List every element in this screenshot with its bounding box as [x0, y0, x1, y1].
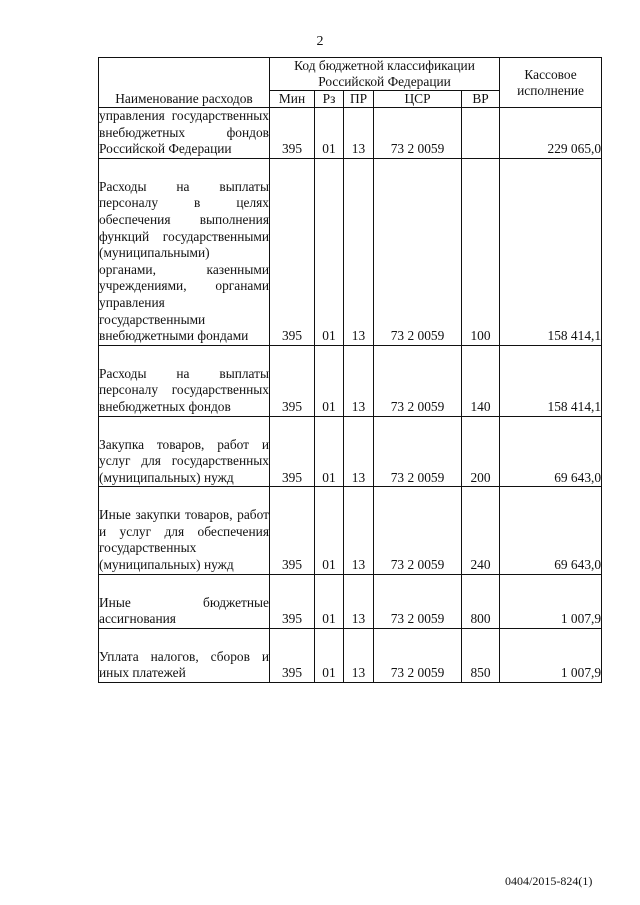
row-min: 395	[270, 416, 315, 487]
header-vr: ВР	[462, 91, 500, 108]
row-min: 395	[270, 628, 315, 682]
table-row	[99, 158, 602, 345]
row-name: Закупка товаров, работ и услуг для государственных (муниципальных) нужд	[99, 416, 270, 487]
row-vr: 800	[462, 574, 500, 628]
row-amount: 1 007,9	[500, 628, 602, 682]
row-name: Расходы на выплаты персоналу государственных внебюджетных фондов	[99, 345, 270, 416]
table-row	[99, 574, 602, 628]
row-csr: 73 2 0059	[374, 108, 462, 159]
row-vr: 200	[462, 416, 500, 487]
header-rz: Рз	[315, 91, 344, 108]
budget-table	[98, 57, 602, 683]
row-name: Расходы на выплаты персоналу в целях обеспечения выполнения функций государственными (муниципальными) органами, казенными учреждениями, органами управления государственными внебюджетными фондами	[99, 158, 270, 345]
row-pr: 13	[344, 108, 374, 159]
row-vr: 100	[462, 158, 500, 345]
header-min: Мин	[270, 91, 315, 108]
row-pr: 13	[344, 158, 374, 345]
row-rz: 01	[315, 628, 344, 682]
row-csr: 73 2 0059	[374, 487, 462, 574]
row-pr: 13	[344, 345, 374, 416]
row-pr: 13	[344, 487, 374, 574]
row-min: 395	[270, 158, 315, 345]
row-name: Иные бюджетные ассигнования	[99, 574, 270, 628]
page-number: 2	[316, 34, 324, 49]
row-amount: 158 414,1	[500, 345, 602, 416]
header-code-group: Код бюджетной классификации Российской Федерации	[270, 58, 500, 91]
row-rz: 01	[315, 158, 344, 345]
row-min: 395	[270, 108, 315, 159]
row-pr: 13	[344, 628, 374, 682]
table-row	[99, 487, 602, 574]
header-name: Наименование расходов	[99, 58, 270, 108]
row-amount: 158 414,1	[500, 158, 602, 345]
row-csr: 73 2 0059	[374, 574, 462, 628]
header-csr: ЦСР	[374, 91, 462, 108]
row-name: управления государственных внебюджетных фондов Российской Федерации	[99, 108, 270, 159]
row-rz: 01	[315, 416, 344, 487]
row-vr	[462, 108, 500, 159]
row-name: Иные закупки товаров, работ и услуг для обеспечения государственных (муниципальных) нужд	[99, 487, 270, 574]
row-rz: 01	[315, 108, 344, 159]
row-amount: 1 007,9	[500, 574, 602, 628]
row-csr: 73 2 0059	[374, 345, 462, 416]
row-rz: 01	[315, 574, 344, 628]
row-amount: 229 065,0	[500, 108, 602, 159]
row-min: 395	[270, 345, 315, 416]
header-pr: ПР	[344, 91, 374, 108]
row-name: Уплата налогов, сборов и иных платежей	[99, 628, 270, 682]
row-csr: 73 2 0059	[374, 416, 462, 487]
row-min: 395	[270, 487, 315, 574]
row-vr: 850	[462, 628, 500, 682]
row-pr: 13	[344, 416, 374, 487]
header-amount: Кассовое исполнение	[500, 58, 602, 108]
row-vr: 240	[462, 487, 500, 574]
table-row	[99, 345, 602, 416]
row-amount: 69 643,0	[500, 487, 602, 574]
document-code: 0404/2015-824(1)	[505, 874, 593, 888]
row-rz: 01	[315, 345, 344, 416]
row-vr: 140	[462, 345, 500, 416]
table-row	[99, 628, 602, 682]
row-rz: 01	[315, 487, 344, 574]
table-row	[99, 416, 602, 487]
row-amount: 69 643,0	[500, 416, 602, 487]
table-row	[99, 108, 602, 159]
row-min: 395	[270, 574, 315, 628]
row-csr: 73 2 0059	[374, 628, 462, 682]
row-pr: 13	[344, 574, 374, 628]
row-csr: 73 2 0059	[374, 158, 462, 345]
